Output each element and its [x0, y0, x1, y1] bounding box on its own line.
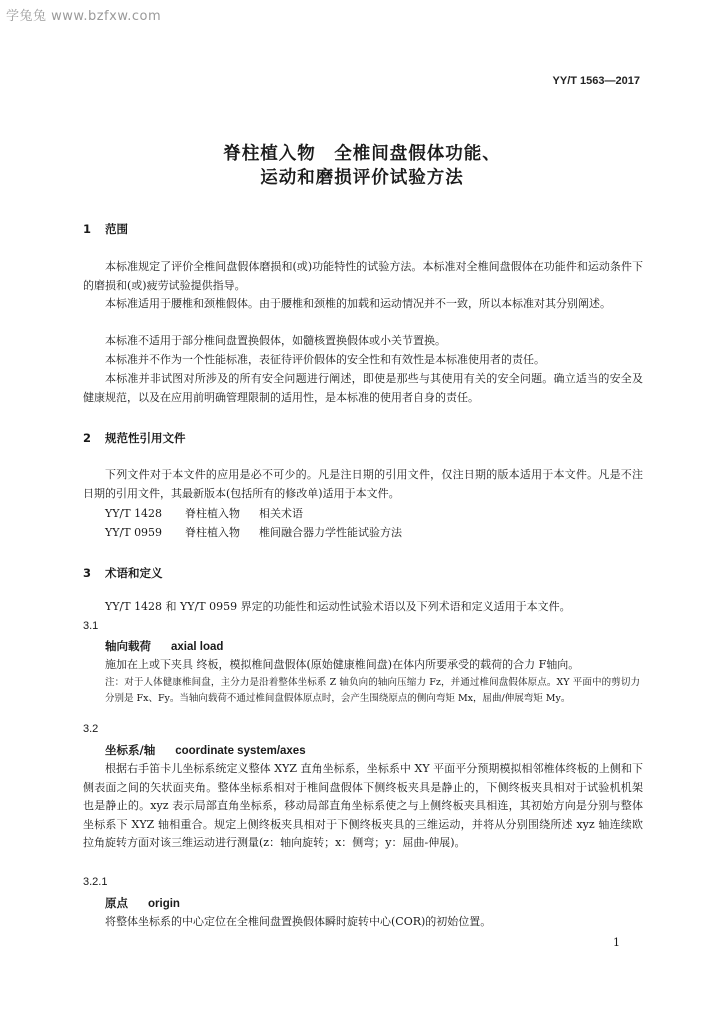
reference-item: [105, 524, 402, 540]
term-chinese: 轴向载荷: [105, 639, 151, 653]
term-heading: [105, 638, 223, 654]
term-chinese: 坐标系/轴: [105, 743, 156, 757]
document-title-line-2: 运动和磨损评价试验方法: [260, 168, 464, 188]
clause-number: 3.2.1: [83, 876, 108, 888]
term-heading: [105, 742, 306, 758]
section-3-paragraph-1: YY/T 1428 和 YY/T 0959 界定的功能性和运动性试验术语以及下列术语和定义适用于本文件。: [105, 600, 571, 613]
term-english: axial load: [171, 641, 224, 653]
reference-code: YY/T 0959: [105, 526, 163, 539]
reference-title-part2: 相关术语: [259, 507, 303, 520]
section-title: 规范性引用文件: [105, 431, 186, 445]
term-english: origin: [148, 898, 180, 910]
reference-title-part1: 脊柱植入物: [185, 526, 240, 539]
section-1-paragraph-1: 本标准规定了评价全椎间盘假体磨损和(或)功能特性的试验方法。本标准对全椎间盘假体在功能件和运动条件下的磨损和(或)疲劳试验提供指导。: [83, 260, 643, 292]
term-definition: 施加在上或下夹具 终板，模拟椎间盘假体(原始健康椎间盘)在体内所要承受的载荷的合力 F轴向。: [105, 658, 580, 671]
section-1-paragraph-5: 本标准并非试图对所涉及的所有安全问题进行阐述，即使是那些与其使用有关的安全问题。确立适当的安全及健康规范，以及在应用前明确管理限制的适用性，是本标准的使用者自身的责任。: [83, 372, 643, 404]
term-definition: 将整体坐标系的中心定位在全椎间盘置换假体瞬时旋转中心(COR)的初始位置。: [105, 915, 492, 928]
section-number: 1: [83, 222, 92, 236]
section-1-paragraph-3: 本标准不适用于部分椎间盘置换假体，如髓核置换假体或小关节置换。: [105, 334, 446, 347]
section-title: 术语和定义: [105, 566, 163, 580]
term-english: coordinate system/axes: [175, 745, 306, 757]
reference-item: [105, 505, 303, 521]
reference-title-part1: 脊柱植入物: [185, 507, 240, 520]
reference-code: YY/T 1428: [105, 507, 163, 520]
section-title: 范围: [105, 222, 128, 236]
watermark: 学兔兔 www.bzfxw.com: [6, 9, 162, 24]
clause-number: 3.1: [83, 620, 99, 632]
term-note: 注：对于人体健康椎间盘，主分力是沿着整体坐标系 Z 轴负向的轴向压缩力 Fz，并通过椎间盘假体原点。XY 平面中的剪切力分别是 Fx、Fy。当轴向载荷不通过椎间盘假体原点时，会产生围绕原点的侧向弯矩 Mx，屈曲/伸展弯矩 My。: [105, 677, 640, 704]
section-2-paragraph-1: 下列文件对于本文件的应用是必不可少的。凡是注日期的引用文件，仅注日期的版本适用于本文件。凡是不注日期的引用文件，其最新版本(包括所有的修改单)适用于本文件。: [83, 468, 643, 500]
section-1-paragraph-4: 本标准并不作为一个性能标准，表征待评价假体的安全性和有效性是本标准使用者的责任。: [105, 353, 545, 366]
reference-title-part2: 椎间融合器力学性能试验方法: [259, 526, 402, 539]
term-definition: 根据右手笛卡儿坐标系统定义整体 XYZ 直角坐标系，坐标系中 XY 平面平分预期模拟相邻椎体终板的上侧和下侧表面之间的矢状面夹角。整体坐标系相对于椎间盘假体下侧终板夹具是静止的，下侧终板夹具相对于试验机机架也是静止的。xyz 表示局部直角坐标系，移动局部直角坐标系使之与上侧终板夹具相连，其初始方向是分别与整体坐标系下 XYZ 轴相重合。规定上侧终板夹具相对于下侧终板夹具的三维运动，并将从分别围绕所述 xyz 轴连续欧拉角旋转方面对该三维运动进行测量(z：轴向旋转；x：侧弯；y：屈曲-伸展)。: [83, 762, 643, 849]
document-title-line-1: 脊柱植入物 全椎间盘假体功能、: [223, 144, 501, 164]
section-1-heading: [83, 221, 128, 237]
section-number: 3: [83, 566, 92, 580]
section-number: 2: [83, 431, 92, 445]
section-2-heading: [83, 430, 186, 446]
term-chinese: 原点: [105, 896, 128, 910]
page-number: 1: [613, 936, 620, 949]
section-1-paragraph-2: 本标准适用于腰椎和颈椎假体。由于腰椎和颈椎的加载和运动情况并不一致，所以本标准对其分别阐述。: [105, 297, 611, 310]
clause-number: 3.2: [83, 723, 99, 735]
section-3-heading: [83, 565, 163, 581]
term-heading: [105, 895, 180, 911]
standard-number: YY/T 1563—2017: [552, 75, 640, 87]
